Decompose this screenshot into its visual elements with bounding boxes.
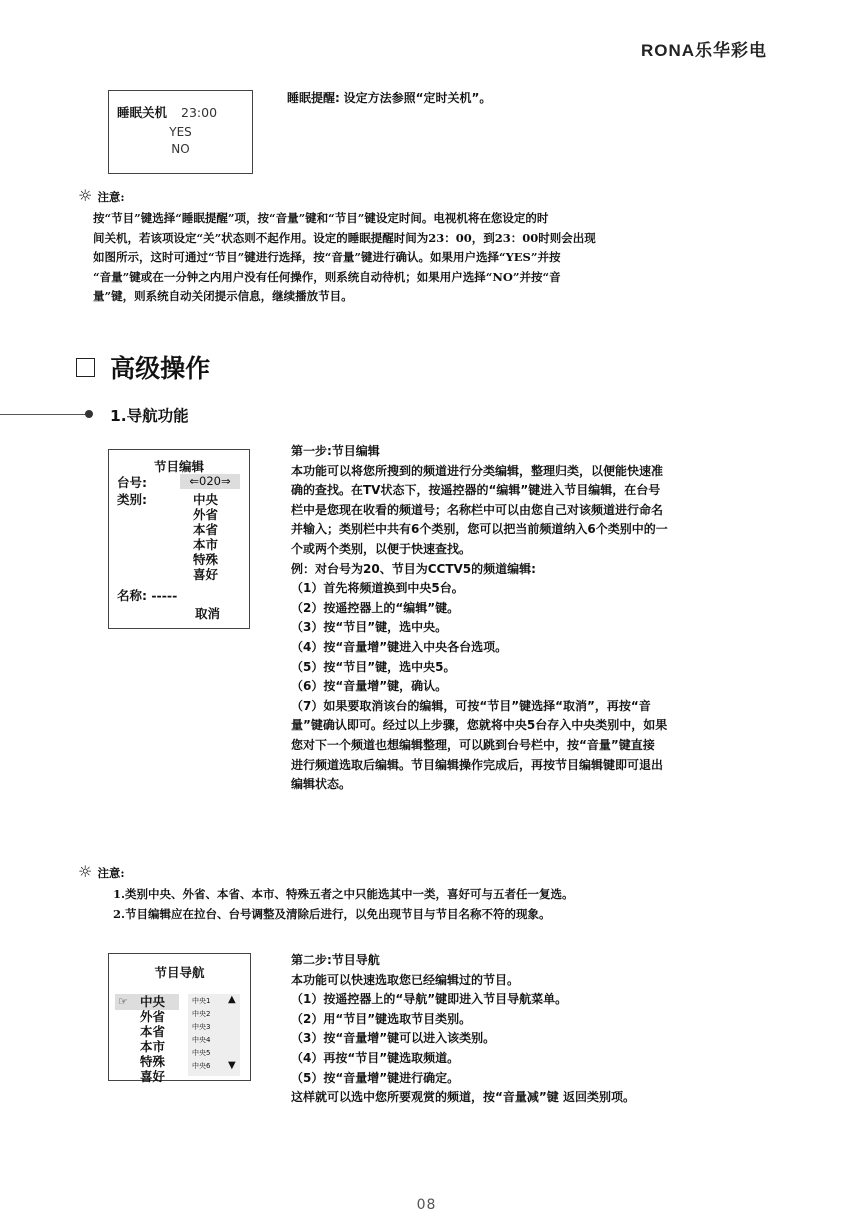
channel-label: 台号: [117, 475, 147, 490]
step1-item: （1）首先将频道换到中央5台。 [291, 581, 464, 596]
step1-para-line: 并输入；类别栏中共有6个类别，您可以把当前频道纳入6个类别中的一 [291, 522, 668, 537]
subsection-rule [0, 414, 86, 415]
step1-item: （4）按“音量增”键进入中央各台选项。 [291, 639, 508, 654]
nav-channel-item: 中央1 [192, 997, 211, 1005]
step1-tail-line: 量”键确认即可。经过以上步骤，您就将中央5台存入中央类别中，如果 [291, 718, 668, 733]
scroll-up-icon: ▲ [228, 994, 236, 1005]
name-label: 名称: [117, 588, 147, 603]
step1-para-line: 个或两个类别，以便于快速查找。 [291, 541, 472, 556]
bullet-dot-icon [85, 410, 93, 418]
note2-title: 注意: [97, 866, 125, 880]
step2-intro: 本功能可以快速选取您已经编辑过的节目。 [291, 972, 520, 987]
sleep-reminder-line [287, 89, 491, 108]
step2-item: （5）按“音量增”键进行确定。 [291, 1070, 460, 1085]
nav-pointer-icon: ☞ [118, 995, 128, 1008]
nav-category-item: 喜好 [140, 1069, 166, 1084]
scroll-down-icon: ▼ [228, 1060, 236, 1071]
step1-item: （2）按遥控器上的“编辑”键。 [291, 600, 460, 615]
nav-category-item: 本省 [140, 1024, 166, 1039]
category-item: 喜好 [193, 567, 219, 582]
step1-tail-line: （7）如果要取消该台的编辑，可按“节目”键选择“取消”，再按“音 [291, 698, 651, 713]
page-number: 08 [416, 1197, 437, 1213]
step2-block [291, 951, 791, 1108]
note1-line: “音量”键或在一分钟之内用户没有任何操作，则系统自动待机；如果用户选择“NO”并按“音 [93, 269, 561, 284]
category-item: 本市 [193, 537, 219, 552]
note1-line: 如图所示，这时可通过“节目”键进行选择，按“音量”键进行确认。如果用户选择“YES”并按 [93, 250, 561, 264]
checkbox-square-icon [76, 358, 95, 377]
step1-heading: 第一步:节目编辑 [291, 444, 380, 458]
category-label: 类别: [117, 492, 147, 507]
step1-tail-line: 进行频道选取后编辑。节目编辑操作完成后，再按节目编辑键即可退出 [291, 757, 664, 772]
step2-heading: 第二步:节目导航 [291, 953, 380, 967]
step1-item: （6）按“音量增”键，确认。 [291, 679, 448, 694]
nav-menu-title: 节目导航 [154, 965, 205, 980]
category-item: 特殊 [193, 552, 219, 567]
nav-channel-item: 中央5 [192, 1049, 211, 1057]
nav-channel-item: 中央2 [192, 1010, 211, 1018]
step2-outro: 这样就可以选中您所要观赏的频道，按“音量减”键 返回类别项。 [291, 1090, 635, 1105]
step1-para-line: 本功能可以将您所搜到的频道进行分类编辑，整理归类，以便能快速准 [291, 463, 664, 478]
note1-line: 量”键，则系统自动关闭提示信息，继续播放节目。 [93, 289, 353, 303]
section-title: 高级操作 [110, 354, 211, 383]
channel-value: ⇐020⇒ [180, 474, 240, 489]
note2-line: 2.节目编辑应在拉台、台号调整及清除后进行，以免出现节目与节目名称不符的现象。 [113, 906, 551, 921]
step1-tail-line: 编辑状态。 [291, 777, 352, 792]
sun-icon: ☼ [78, 186, 93, 205]
sleep-yes-option: YES [169, 125, 192, 139]
step2-item: （1）按遥控器上的“导航”键即进入节目导航菜单。 [291, 992, 568, 1007]
note1-line: 间关机，若该项设定“关”状态则不起作用。设定的睡眠提醒时间为23：00，到23：00时则会出现 [93, 230, 596, 245]
category-item: 中央 [193, 492, 219, 507]
nav-channel-item: 中央3 [192, 1023, 211, 1031]
nav-channel-item: 中央6 [192, 1062, 211, 1070]
nav-category-item: 本市 [140, 1039, 166, 1054]
nav-category-item: 中央 [140, 994, 166, 1009]
step1-block [291, 442, 781, 795]
step2-item: （4）再按“节目”键选取频道。 [291, 1050, 460, 1065]
sleep-menu-box [108, 90, 253, 174]
step1-para-line: 确的查找。在TV状态下，按遥控器的“编辑”键进入节目编辑，在台号 [291, 483, 661, 498]
brand-logo: RONA乐华彩电 [640, 41, 767, 60]
step1-tail-line: 您对下一个频道也想编辑整理，可以跳到台号栏中，按“音量”键直接 [291, 737, 655, 752]
note2-line: 1.类别中央、外省、本省、本市、特殊五者之中只能选其中一类，喜好可与五者任一复选。 [113, 887, 574, 901]
step2-item: （2）用“节目”键选取节目类别。 [291, 1011, 472, 1026]
note2-body [113, 885, 793, 924]
step1-para-line: 栏中是您现在收看的频道号；名称栏中可以由您自己对该频道进行命名 [291, 502, 664, 517]
cancel-option: 取消 [195, 606, 221, 621]
category-item: 本省 [193, 522, 219, 537]
step2-item: （3）按“音量增”键可以进入该类别。 [291, 1031, 496, 1046]
step1-item: （3）按“节目”键，选中央。 [291, 620, 448, 635]
note1-body [93, 209, 773, 307]
section-header [76, 349, 210, 385]
note2-header [78, 862, 125, 884]
note1-line: 按“节目”键选择“睡眠提醒”项，按“音量”键和“节目”键设定时间。电视机将在您设定的时 [93, 211, 549, 225]
category-item: 外省 [193, 507, 219, 522]
nav-category-item: 外省 [140, 1009, 166, 1024]
step1-para-line: 例：对台号为20、节目为CCTV5的频道编辑: [291, 561, 536, 576]
name-value: ----- [151, 588, 178, 603]
sun-icon: ☼ [78, 862, 93, 881]
program-edit-menu [108, 449, 250, 629]
note1-header [78, 186, 125, 208]
sleep-no-option: NO [171, 142, 190, 156]
nav-category-item: 特殊 [140, 1054, 166, 1069]
nav-channel-item: 中央4 [192, 1036, 211, 1044]
note1-title: 注意: [97, 190, 125, 204]
edit-menu-title: 节目编辑 [153, 459, 204, 474]
sleep-reminder-label: 睡眠提醒: [287, 91, 340, 105]
step1-item: （5）按“节目”键，选中央5。 [291, 659, 456, 674]
sleep-reminder-text: 设定方法参照“定时关机”。 [343, 91, 492, 105]
program-nav-menu [108, 953, 251, 1084]
sleep-label: 睡眠关机 [117, 105, 168, 120]
subsection-title: 1.导航功能 [110, 407, 189, 425]
sleep-time: 23:00 [181, 105, 218, 120]
